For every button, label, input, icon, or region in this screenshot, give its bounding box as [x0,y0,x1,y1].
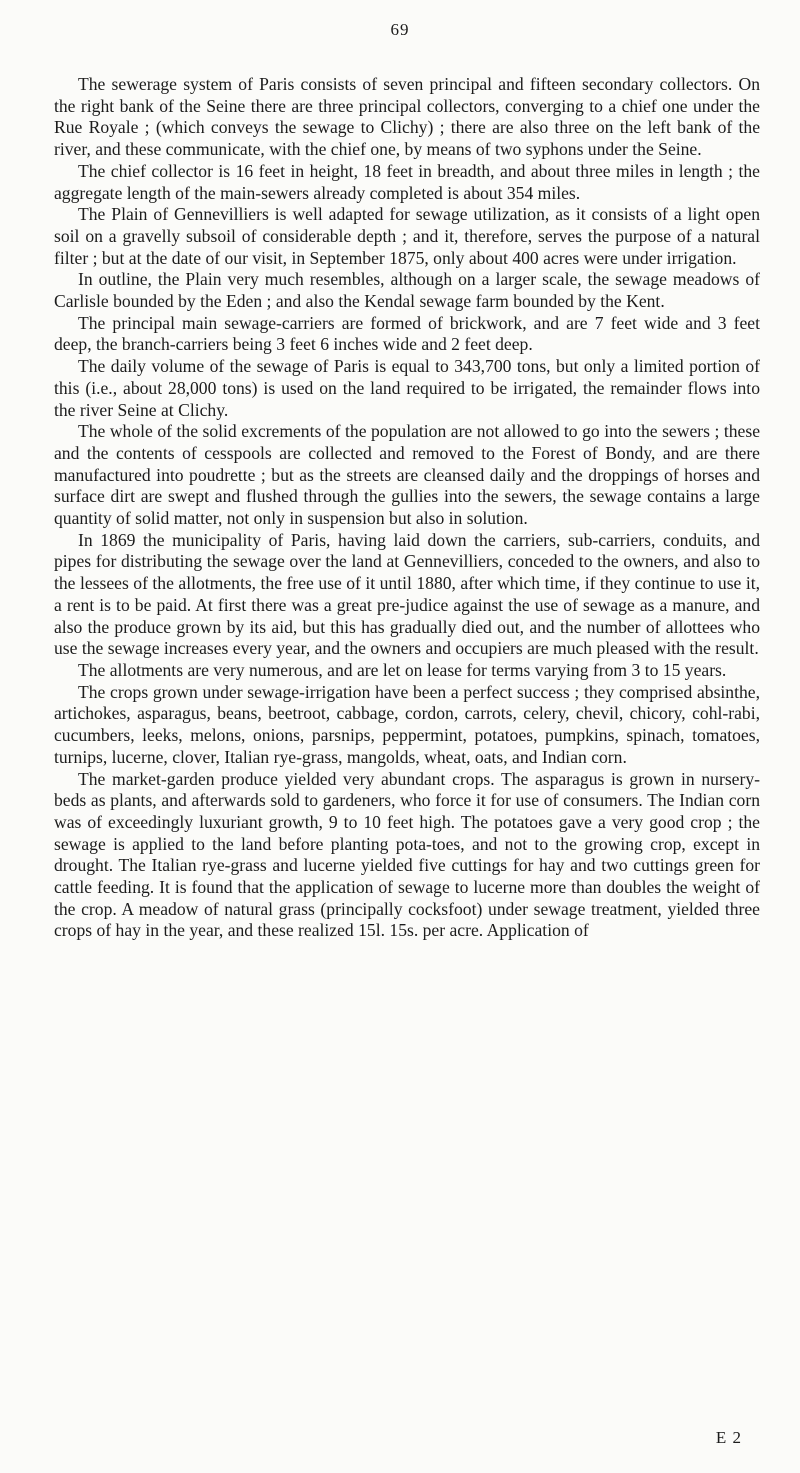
signature-mark: E 2 [715,1428,742,1447]
paragraph: The whole of the solid excrements of the population are not allowed to go into the sewers ; these and the contents of cesspools are collected and removed to the Forest of Bondy, and are there manufactured into poudrette ; but as the streets are cleansed daily and the droppings of horses and surface dirt are swept and flushed through the gullies into the sewers, the sewage contains a large quantity of solid matter, not only in suspension but also in solution. [54,421,760,529]
paragraph: The principal main sewage-carriers are formed of brickwork, and are 7 feet wide and 3 feet deep, the branch-carriers being 3 feet 6 inches wide and 2 feet deep. [54,312,760,355]
paragraph: The daily volume of the sewage of Paris is equal to 343,700 tons, but only a limited portion of this (i.e., about 28,000 tons) is used on the land required to be irrigated, the remainder flows into the river Seine at Clichy. [54,356,760,420]
paragraph: The crops grown under sewage-irrigation have been a perfect success ; they comprised absinthe, artichokes, asparagus, beans, beetroot, cabbage, cordon, carrots, celery, chevil, chicory, cohl-rabi, cucumbers, leeks, melons, onions, parsnips, peppermint, potatoes, pumpkins, spinach, tomatoes, turnips, lucerne, clover, Italian rye-grass, mangolds, wheat, oats, and Indian corn. [54,681,760,767]
paragraph: The chief collector is 16 feet in height, 18 feet in breadth, and about three miles in length ; the aggregate length of the main-sewers already completed is about 354 miles. [54,160,760,203]
paragraph: In outline, the Plain very much resembles, although on a larger scale, the sewage meadows of Carlisle bounded by the Eden ; and also the Kendal sewage farm bounded by the Kent. [54,269,760,312]
paragraph: The allotments are very numerous, and are let on lease for terms varying from 3 to 15 years. [78,659,727,680]
paragraph: The sewerage system of Paris consists of seven principal and fifteen secondary collectors. On the right bank of the Seine there are three principal collectors, converging to a chief one under the Rue Royale ; (which conveys the sewage to Clichy) ; there are also three on the left bank of the river, and these communicate, with the chief one, by means of two syphons under the Seine. [54,74,760,160]
page-number: 69 [390,20,410,39]
paragraph: The Plain of Gennevilliers is well adapted for sewage utilization, as it consists of a light open soil on a gravelly subsoil of considerable depth ; and it, therefore, serves the purpose of a natural filter ; but at the date of our visit, in September 1875, only about 400 acres were under irrigation. [54,204,760,268]
paragraph: The market-garden produce yielded very abundant crops. The asparagus is grown in nursery-beds as plants, and afterwards sold to gardeners, who force it for use of consumers. The Indian corn was of exceedingly luxuriant growth, 9 to 10 feet high. The potatoes gave a very good crop ; the sewage is applied to the land before planting pota-toes, and not to the growing crop, except in drought. The Italian rye-grass and lucerne yielded five cuttings for hay and two cuttings green for cattle feeding. It is found that the application of sewage to lucerne more than doubles the weight of the crop. A meadow of natural grass (principally cocksfoot) under sewage treatment, yielded three crops of hay in the year, and these realized 15l. 15s. per acre. Application of [54,768,760,941]
paragraph: In 1869 the municipality of Paris, having laid down the carriers, sub-carriers, conduits, and pipes for distributing the sewage over the land at Gennevilliers, conceded to the owners, and also to the lessees of the allotments, the free use of it until 1880, after which time, if they continue to use it, a rent is to be paid. At first there was a great pre-judice against the use of sewage as a manure, and also the produce grown by its aid, but this has gradually died out, and the number of allottees who use the sewage increases every year, and the owners and occupiers are much pleased with the result. [54,529,760,659]
body-text [54,74,760,942]
